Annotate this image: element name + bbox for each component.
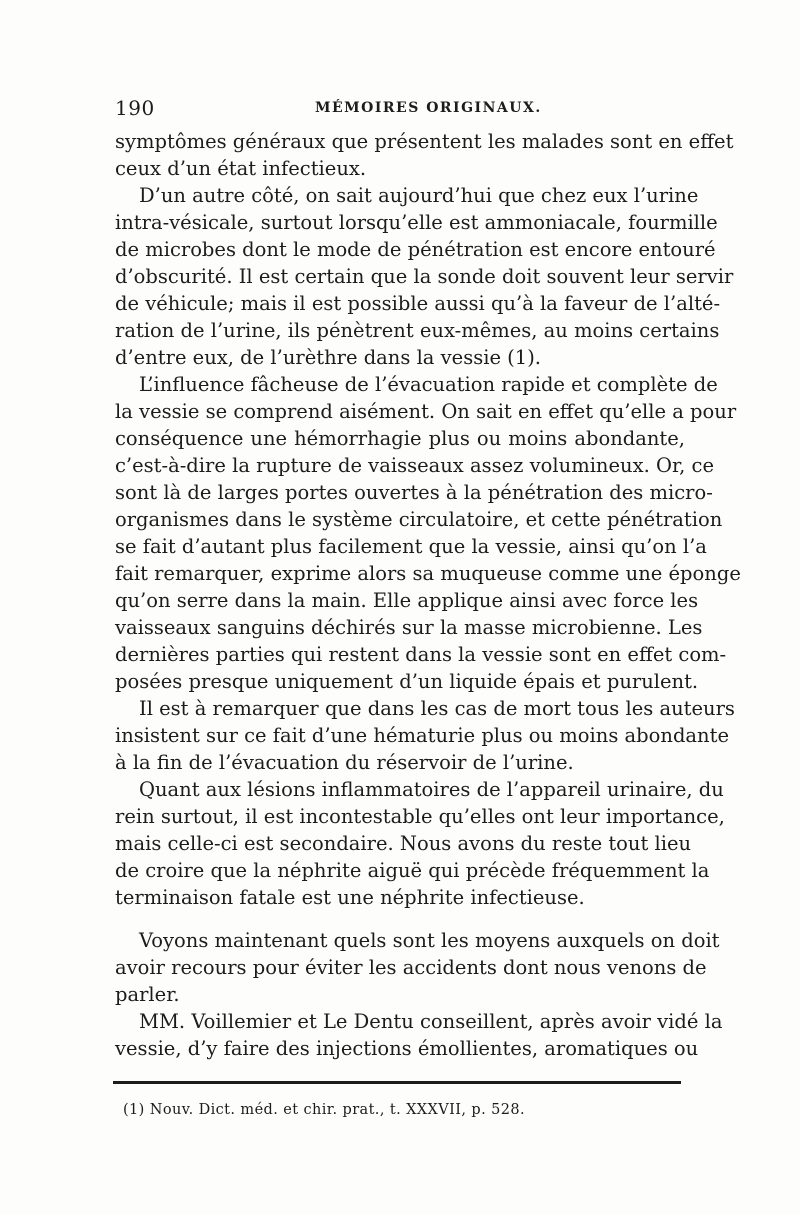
paragraph-2: [115, 182, 734, 371]
text-line: dernières parties qui restent dans la vessie sont en effet com-: [115, 643, 727, 666]
text-line: MM. Voillemier et Le Dentu conseillent, après avoir vidé la: [139, 1010, 723, 1033]
text-line: avoir recours pour éviter les accidents dont nous venons de: [115, 956, 707, 979]
paragraph-gap: [115, 911, 685, 927]
text-line: organismes dans le système circulatoire, et cette pénétration: [115, 508, 723, 531]
text-line: se fait d’autant plus facilement que la vessie, ainsi qu’on l’a: [115, 535, 707, 558]
page-header: [115, 96, 685, 124]
text-line: rein surtout, il est incontestable qu’elles ont leur importance,: [115, 805, 725, 828]
paragraph-4: [115, 695, 735, 776]
text-line: conséquence une hémorrhagie plus ou moins abondante,: [115, 427, 685, 450]
text-line: D’un autre côté, on sait aujourd’hui que chez eux l’urine: [139, 184, 699, 207]
text-line: parler.: [115, 983, 180, 1006]
text-line: L’influence fâcheuse de l’évacuation rapide et complète de: [139, 373, 718, 396]
text-line: d’entre eux, de l’urèthre dans la vessie (1).: [115, 346, 542, 369]
running-head: MÉMOIRES ORIGINAUX.: [315, 100, 542, 116]
text-line: d’obscurité. Il est certain que la sonde doit souvent leur servir: [115, 265, 734, 288]
text-line: Quant aux lésions inflammatoires de l’appareil urinaire, du: [139, 778, 724, 801]
page-number: 190: [115, 96, 155, 120]
paragraph-1: [115, 128, 734, 182]
text-line: Voyons maintenant quels sont les moyens auxquels on doit: [139, 929, 720, 952]
paragraph-7: [115, 1008, 723, 1062]
text-line: ceux d’un état infectieux.: [115, 157, 367, 180]
text-line: terminaison fatale est une néphrite infectieuse.: [115, 886, 585, 909]
text-line: insistent sur ce fait d’une hématurie plus ou moins abondante: [115, 724, 729, 747]
text-line: ration de l’urine, ils pénètrent eux-mêmes, au moins certains: [115, 319, 720, 342]
text-line: la vessie se comprend aisément. On sait en effet qu’elle a pour: [115, 400, 737, 423]
text-line: qu’on serre dans la main. Elle applique ainsi avec force les: [115, 589, 699, 612]
text-line: fait remarquer, exprime alors sa muqueuse comme une éponge: [115, 562, 741, 585]
text-line: symptômes généraux que présentent les malades sont en effet: [115, 130, 734, 153]
text-line: vessie, d’y faire des injections émollientes, aromatiques ou: [115, 1037, 699, 1060]
text-line: c’est-à-dire la rupture de vaisseaux assez volumineux. Or, ce: [115, 454, 715, 477]
text-line: de croire que la néphrite aiguë qui précède fréquemment la: [115, 859, 710, 882]
text-line: à la fin de l’évacuation du réservoir de l’urine.: [115, 751, 574, 774]
text-line: sont là de larges portes ouvertes à la pénétration des micro-: [115, 481, 713, 504]
footnote-rule: [113, 1081, 681, 1084]
text-line: de microbes dont le mode de pénétration est encore entouré: [115, 238, 716, 261]
text-line: de véhicule; mais il est possible aussi qu’à la faveur de l’alté-: [115, 292, 721, 315]
paragraph-3: [115, 371, 741, 695]
text-line: Il est à remarquer que dans les cas de mort tous les auteurs: [139, 697, 735, 720]
text-line: vaisseaux sanguins déchirés sur la masse microbienne. Les: [115, 616, 703, 639]
paragraph-5: [115, 776, 725, 911]
paragraph-6: [115, 927, 720, 1008]
text-line: intra-vésicale, surtout lorsqu’elle est ammoniacale, fourmille: [115, 211, 718, 234]
body-text: [115, 128, 741, 1062]
footnote: (1) Nouv. Dict. méd. et chir. prat., t. XXXVII, p. 528.: [123, 1102, 525, 1118]
text-line: posées presque uniquement d’un liquide épais et purulent.: [115, 670, 699, 693]
text-line: mais celle-ci est secondaire. Nous avons du reste tout lieu: [115, 832, 692, 855]
